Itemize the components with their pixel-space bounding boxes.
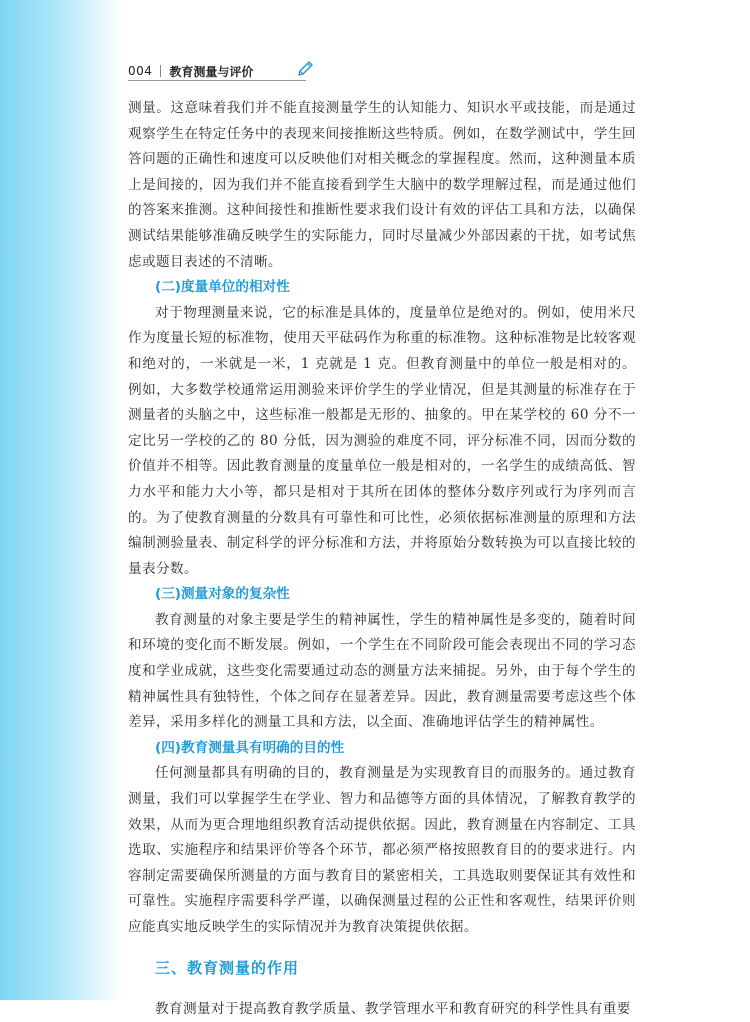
subheading-relativity-of-units: (二)度量单位的相对性 <box>155 279 290 296</box>
paragraph-units: 对于物理测量来说，它的标准是具体的，度量单位是绝对的。例如，使用米尺作为度量长短的标准物，使用天平砝码作为称重的标准物。这种标准物是比较客观和绝对的，一米就是一米，1 克就是 1 克。但教育测量中的单位一般是相对的。例如，大多数学校通常运用测验来评价学生的学业情况，但是其测量的标准存在于测量者的头脑之中，这些标准一般都是无形的、抽象的。甲在某学校的 60 分不一定比另一学校的乙的 80 分低，因为测验的难度不同，评分标准不同，因而分数的价值并不相等。因此教育测量的度量单位一般是相对的，一名学生的成绩高低、智力水平和能力大小等，都只是相对于其所在团体的整体分数序列或行为序列而言的。为了使教育测量的分数具有可靠性和可比性，必须依据标准测量的原理和方法编制测验量表、制定科学的评分标准和方法，并将原始分数转换为可以直接比较的量表分数。 <box>128 304 636 577</box>
subheading-complexity: (三)测量对象的复杂性 <box>155 586 290 603</box>
header-rule <box>128 80 306 81</box>
page-content <box>128 96 636 1022</box>
header-separator <box>160 65 161 77</box>
paragraph-role: 教育测量对于提高教育教学质量、教学管理水平和教育研究的科学性具有重要 <box>155 1000 631 1017</box>
paragraph-continuation: 测量。这意味着我们并不能直接测量学生的认知能力、知识水平或技能，而是通过观察学生在特定任务中的表现来间接推断这些特质。例如，在数学测试中，学生回答问题的正确性和速度可以反映他们对相关概念的掌握程度。然而，这种测量本质上是间接的，因为我们并不能直接看到学生大脑中的数学理解过程，而是通过他们的答案来推测。这种间接性和推断性要求我们设计有效的评估工具和方法，以确保测试结果能够准确反映学生的实际能力，同时尽量减少外部因素的干扰，如考试焦虑或题目表述的不清晰。 <box>128 100 636 270</box>
pencil-icon <box>296 60 314 78</box>
running-header <box>128 60 253 82</box>
subheading-purposefulness: (四)教育测量具有明确的目的性 <box>155 739 345 756</box>
side-color-band <box>0 0 122 1000</box>
page-number: 004 <box>128 64 153 78</box>
section-heading-role: 三、教育测量的作用 <box>155 958 300 977</box>
paragraph-purposefulness: 任何测量都具有明确的目的，教育测量是为实现教育目的而服务的。通过教育测量，我们可以掌握学生在学业、智力和品德等方面的具体情况，了解教育教学的效果，从而为更合理地组织教育活动提供依据。因此，教育测量在内容制定、工具选取、实施程序和结果评价等各个环节，都必须严格按照教育目的的要求进行。内容制定需要确保所测量的方面与教育目的紧密相关，工具选取则要保证其有效性和可靠性。实施程序需要科学严谨，以确保测量过程的公正性和客观性，结果评价则应能真实地反映学生的实际情况并为教育决策提供依据。 <box>128 765 636 935</box>
paragraph-complexity: 教育测量的对象主要是学生的精神属性，学生的精神属性是多变的，随着时间和环境的变化而不断发展。例如，一个学生在不同阶段可能会表现出不同的学习态度和学业成就，这些变化需要通过动态的测量方法来捕捉。另外，由于每个学生的精神属性具有独特性，个体之间存在显著差异。因此，教育测量需要考虑这些个体差异，采用多样化的测量工具和方法，以全面、准确地评估学生的精神属性。 <box>128 611 636 731</box>
book-title: 教育测量与评价 <box>169 64 254 79</box>
